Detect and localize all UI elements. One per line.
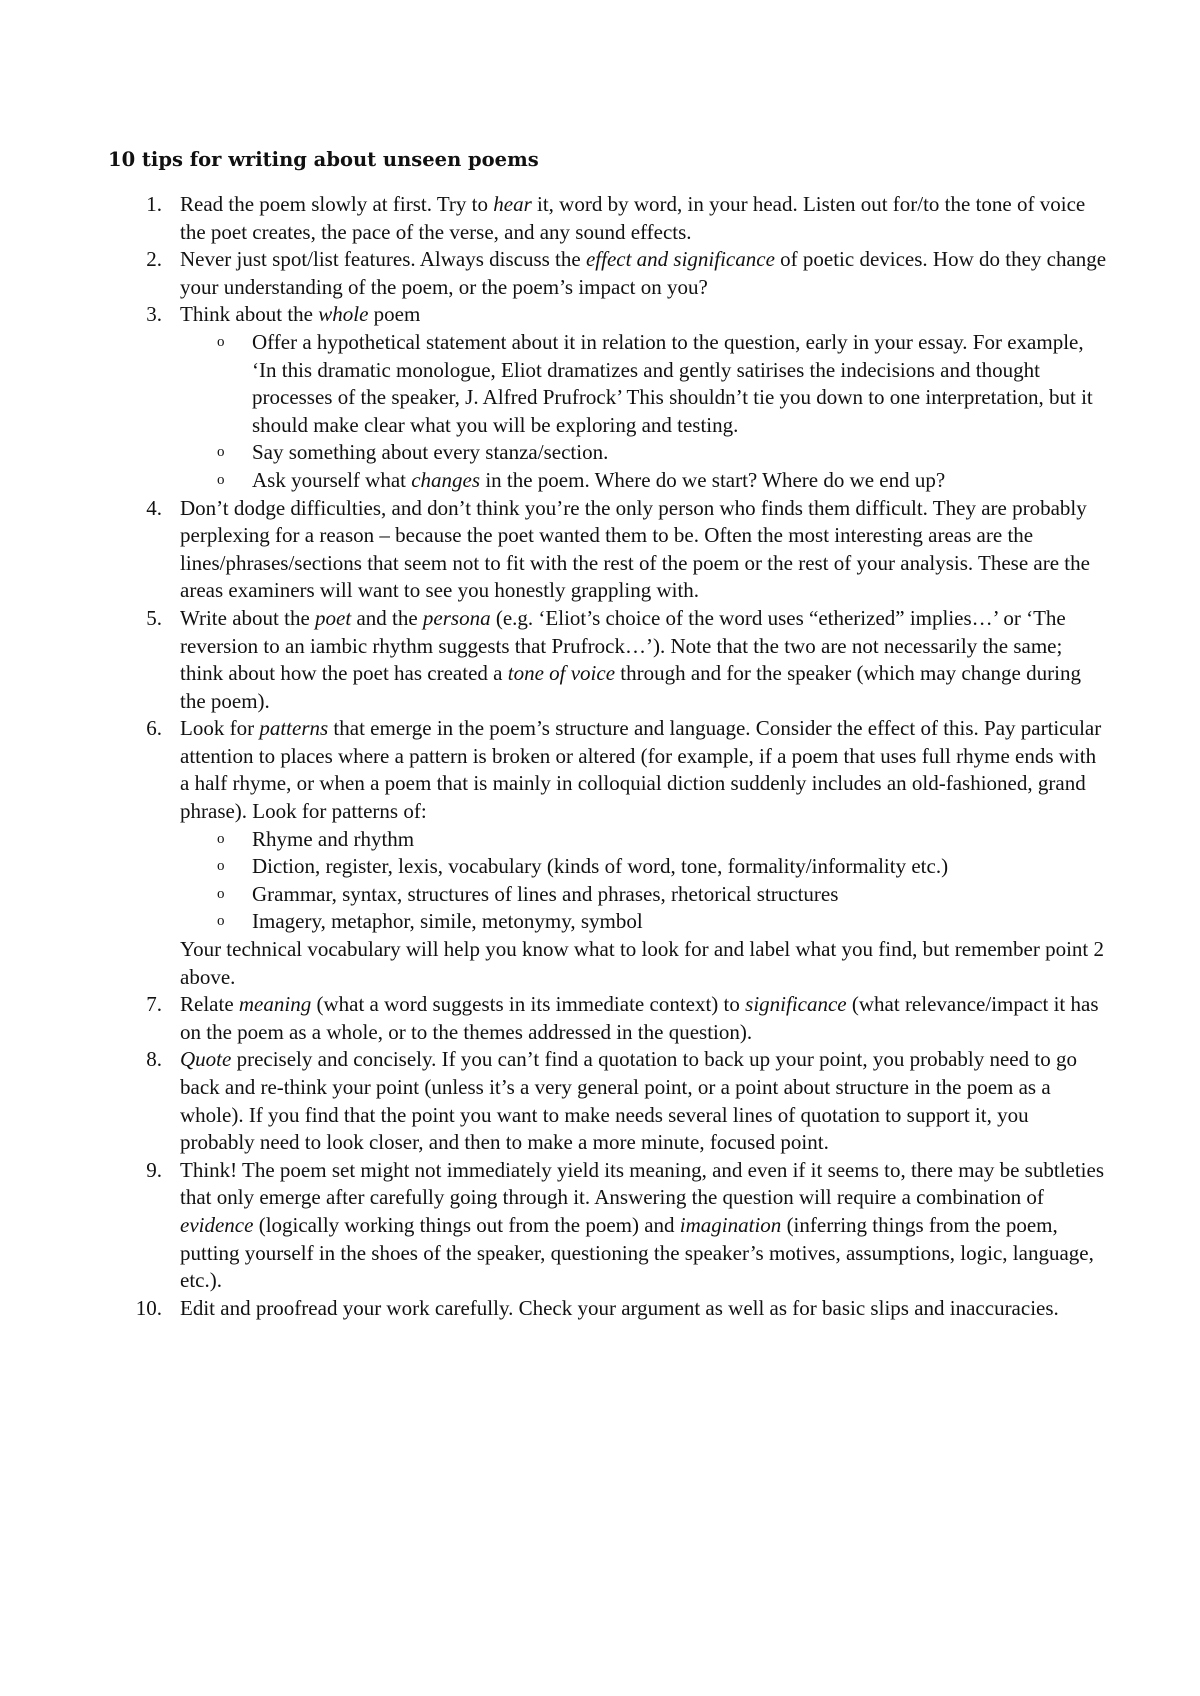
tip-number: 3.: [146, 302, 162, 327]
text-run: (what a word suggests in its immediate context) to: [311, 992, 746, 1017]
tip-text: [180, 1157, 1108, 1295]
text-run: and the: [351, 605, 423, 630]
sub-list-item: [180, 439, 1108, 467]
text-run: (e.g. ‘Eliot’s choice of the word uses “etherized” implies…’ or ‘The reversion to an iambic rhythm suggests that Prufrock…’). Note that the two are not necessarily the same; think about how the poet has created a: [180, 605, 1066, 686]
emphasis-text: persona: [422, 605, 491, 630]
tip-number: 1.: [146, 192, 162, 216]
emphasis-text: significance: [745, 992, 847, 1017]
text-run: Offer a hypothetical statement about it in relation to the question, early in your essay. For example, ‘In this dramatic monologue, Eliot dramatizes and gently satirises the indecisions and thought processes of the speaker, J. Alfred Prufrock’ This shouldn’t tie you down to one interpretation, but it should make clear what you will be exploring and testing.: [252, 329, 1093, 437]
sub-list: [180, 826, 1108, 936]
sub-list-item: [180, 826, 1108, 854]
emphasis-text: meaning: [238, 992, 312, 1017]
tip-text: [180, 246, 1108, 301]
tip-number: 4.: [146, 495, 162, 520]
tip-number: 7.: [146, 992, 162, 1017]
emphasis-text: Quote: [180, 1047, 232, 1072]
hollow-circle-bullet-icon: o: [217, 830, 225, 847]
text-run: in the poem. Where do we start? Where do we end up?: [480, 467, 946, 492]
text-run: Relate: [180, 992, 239, 1017]
emphasis-text: whole: [318, 302, 369, 327]
hollow-circle-bullet-icon: o: [217, 471, 225, 488]
tip-number: 2.: [146, 247, 162, 272]
hollow-circle-bullet-icon: o: [217, 333, 225, 350]
text-run: Diction, register, lexis, vocabulary (kinds of word, tone, formality/informality etc.): [252, 854, 949, 879]
tip-item: [108, 301, 1108, 494]
tip-text: [180, 715, 1108, 825]
text-run: (inferring things from the poem, putting yourself in the shoes of the speaker, questioning the speaker’s motives, assumptions, logic, language, etc.).: [180, 1212, 1094, 1293]
tip-item: [108, 1295, 1108, 1323]
emphasis-text: hear: [493, 192, 532, 216]
text-run: Rhyme and rhythm: [252, 826, 415, 851]
hollow-circle-bullet-icon: o: [217, 913, 225, 930]
sub-list-item: [180, 329, 1108, 439]
text-run: that emerge in the poem’s structure and language. Consider the effect of this. Pay particular attention to places where a pattern is broken or altered (for example, if a poem that uses full rhyme ends with a half rhyme, or when a poem that is mainly in colloquial diction suddenly includes an old-fashioned, grand phrase). Look for patterns of:: [180, 716, 1102, 824]
sub-list-item: [180, 908, 1108, 936]
hollow-circle-bullet-icon: o: [217, 885, 225, 902]
text-run: Think about the: [180, 302, 319, 327]
tip-number: 10.: [135, 1295, 162, 1320]
text-run: Grammar, syntax, structures of lines and phrases, rhetorical structures: [252, 881, 839, 906]
text-run: precisely and concisely. If you can’t find a quotation to back up your point, you probably need to go back and re-think your point (unless it’s a very general point, or a point about structure in the poem as a whole). If you find that the point you want to make needs several lines of quotation to support it, you probably need to look closer, and then to make a more minute, focused point.: [180, 1047, 1077, 1155]
emphasis-text: changes: [411, 467, 481, 492]
text-run: through and for the speaker (which may change during the poem).: [180, 661, 1081, 713]
sub-list-item: [180, 853, 1108, 881]
document-page: [108, 146, 1108, 1322]
tip-number: 8.: [146, 1047, 162, 1072]
tip-text: [180, 1046, 1108, 1156]
text-run: Never just spot/list features. Always discuss the: [180, 247, 586, 272]
tip-item: [108, 1157, 1108, 1295]
text-run: (logically working things out from the poem) and: [253, 1212, 680, 1237]
tip-text: [180, 301, 1108, 329]
tip-item: [108, 991, 1108, 1046]
text-run: Imagery, metaphor, simile, metonymy, symbol: [252, 909, 643, 934]
emphasis-text: poet: [315, 605, 352, 630]
tip-number: 9.: [146, 1157, 162, 1182]
tip-item: [108, 715, 1108, 991]
tip-text: [180, 191, 1108, 246]
emphasis-text: effect and significance: [585, 247, 775, 272]
tip-text: [180, 605, 1108, 715]
tip-item: [108, 191, 1108, 246]
tip-number: 5.: [146, 605, 162, 630]
tips-list: [108, 191, 1108, 1322]
tip-followup-text: Your technical vocabulary will help you know what to look for and label what you find, but remember point 2 above.: [180, 937, 1104, 989]
text-run: Read the poem slowly at first. Try to: [180, 192, 494, 216]
emphasis-text: tone of voice: [507, 661, 616, 686]
text-run: it, word by word, in your head. Listen out for/to the tone of voice the poet creates, the pace of the verse, and any sound effects.: [180, 192, 1086, 244]
emphasis-text: evidence: [180, 1212, 254, 1237]
tip-text: [180, 1295, 1108, 1323]
text-run: Say something about every stanza/section.: [252, 440, 609, 465]
page-title: 10 tips for writing about unseen poems: [108, 148, 539, 171]
sub-list: [180, 329, 1108, 495]
emphasis-text: patterns: [259, 716, 329, 741]
sub-list-item: [180, 467, 1108, 495]
text-run: Don’t dodge difficulties, and don’t think you’re the only person who finds them difficult. They are probably perplexing for a reason – because the poet wanted them to be. Often the most interesting areas are the lines/phrases/sections that seem not to fit with the rest of the poem or the rest of your analysis. These are the areas examiners will want to see you honestly grappling with.: [180, 495, 1090, 603]
hollow-circle-bullet-icon: o: [217, 858, 225, 875]
tip-number: 6.: [146, 716, 162, 741]
text-run: poem: [368, 302, 421, 327]
text-run: Edit and proofread your work carefully. Check your argument as well as for basic slips and inaccuracies.: [180, 1295, 1059, 1320]
tip-item: [108, 605, 1108, 715]
text-run: (what relevance/impact it has on the poem as a whole, or to the themes addressed in the question).: [180, 992, 1099, 1044]
text-run: Look for: [180, 716, 260, 741]
tip-text: [180, 991, 1108, 1046]
tip-item: [108, 1046, 1108, 1156]
text-run: of poetic devices. How do they change your understanding of the poem, or the poem’s impact on you?: [180, 247, 1107, 299]
text-run: Ask yourself what: [252, 467, 412, 492]
tip-text: [180, 495, 1108, 605]
text-run: Think! The poem set might not immediately yield its meaning, and even if it seems to, there may be subtleties that only emerge after carefully going through it. Answering the question will require a combination of: [180, 1157, 1104, 1210]
tip-item: [108, 246, 1108, 301]
emphasis-text: imagination: [679, 1212, 782, 1237]
hollow-circle-bullet-icon: o: [217, 444, 225, 461]
sub-list-item: [180, 881, 1108, 909]
tip-item: [108, 495, 1108, 605]
text-run: Write about the: [180, 605, 316, 630]
